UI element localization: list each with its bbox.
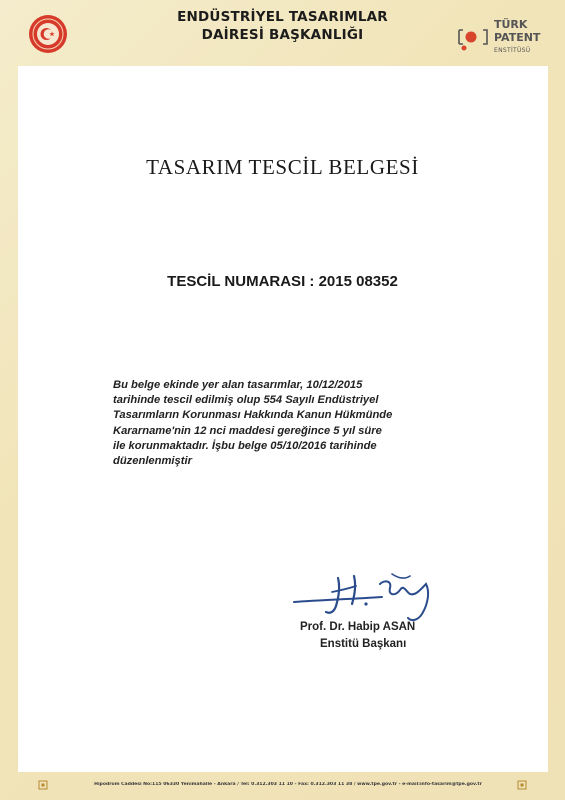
statement-line: Tasarımların Korunması Hakkında Kanun Hükmünde — [113, 409, 393, 422]
turkish-state-emblem-icon — [28, 14, 68, 54]
signatory-name: Prof. Dr. Habip ASAN — [300, 621, 416, 633]
department-title-line1: ENDÜSTRİYEL TASARIMLAR — [177, 9, 388, 25]
logo-line-enstitusu: ENSTİTÜSÜ — [494, 47, 531, 54]
handwritten-signature — [292, 566, 452, 626]
statement-line: Kararname'nin 12 nci maddesi gereğince 5 yıl süre — [113, 424, 382, 437]
statement-line: tarihinde tescil edilmiş olup 554 Sayılı Endüstriyel — [113, 394, 379, 407]
statement-line: düzenlenmiştir — [113, 455, 192, 468]
logo-line-patent: PATENT — [494, 31, 541, 44]
registration-number: TESCİL NUMARASI : 2015 08352 — [167, 273, 398, 290]
footer-ornament-left-icon — [38, 780, 48, 790]
turk-patent-logo — [456, 18, 552, 58]
turk-patent-mark-icon — [456, 22, 490, 52]
footer-address: Hipodrom Caddesi No:115 06330 Yenimahalle - Ankara / Tel: 0.312.303 11 10 - Fax: 0.312.303 11 38 / www.tpe.gov.tr - e-mail:info-tasarim@tpe.gov.tr — [94, 782, 482, 787]
document-title: TASARIM TESCİL BELGESİ — [146, 155, 419, 179]
footer-ornament-right-icon — [517, 780, 527, 790]
certificate-statement — [113, 378, 458, 469]
department-title-line2: DAİRESİ BAŞKANLIĞI — [201, 27, 364, 43]
department-title — [150, 8, 415, 44]
statement-line: Bu belge ekinde yer alan tasarımlar, 10/12/2015 — [113, 379, 363, 391]
logo-line-turk: TÜRK — [494, 18, 528, 31]
header — [0, 0, 565, 64]
turk-patent-wordmark — [494, 18, 554, 57]
footer — [0, 772, 565, 800]
signatory-title: Enstitü Başkanı — [320, 638, 407, 650]
statement-line: ile korunmaktadır. İşbu belge 05/10/2016 tarihinde — [113, 439, 377, 452]
